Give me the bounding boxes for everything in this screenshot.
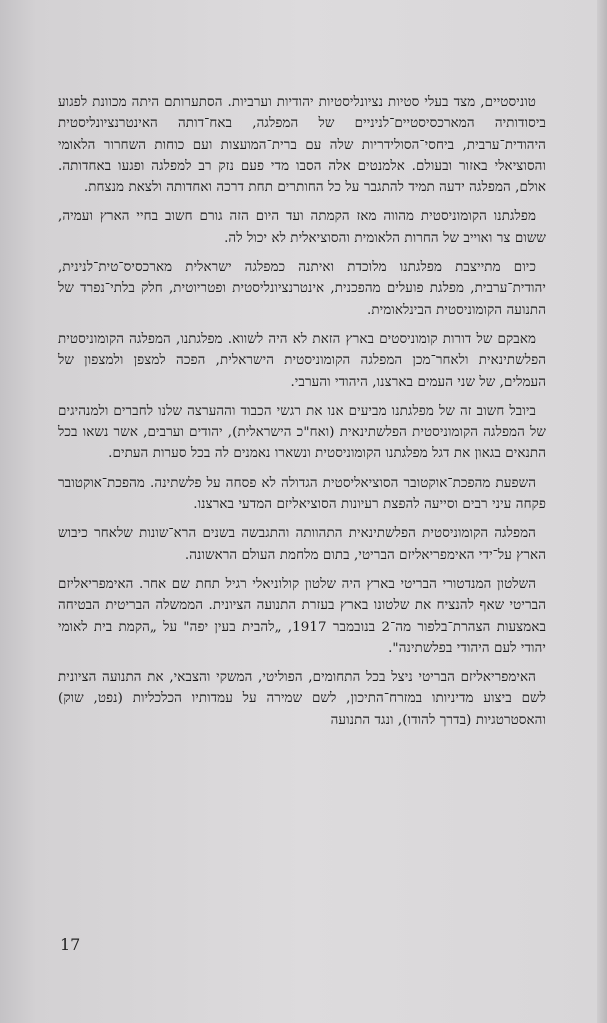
paragraph: טוניסטיים, מצד בעלי סטיות נציונליסטיות יהודיות וערביות. הסתערותם היתה מכוונת לפגוע ביסודותיה המארכסיסטיים־לניניים של המפלגה, באח־דותה האינטרנציונליסטית היהודית־ערבית, ביחסי־הסולידריות שלה עם ברית־המועצות ועם כוחות השחרור הלאומי והסוציאלי באזור ובעולם. אלמנטים אלה הסבו מדי פעם נזק רב למפלגה ופגעו באחדותה. אולם, המפלגה ידעה תמיד להתגבר על כל החותרים תחת דרכה ואחדותה ולצאת מנצחת.	[58, 95, 546, 196]
page-number: 17	[60, 935, 81, 954]
paragraph: השלטון המנדטורי הבריטי בארץ היה שלטון קולוניאלי רגיל תחת שם אחר. האימפריאליזם הבריטי שאף להנציח את שלטונו בארץ בעזרת התנועה הציונית. הממשלה הבריטית הבטיחה באמצעות הצהרת־בלפור מה־2 בנובמבר 1917, „להבית בעין יפה" על „הקמת בית לאומי יהודי לעם היהודי בפלשתינה".	[58, 576, 547, 656]
paragraph: המפלגה הקומוניסטית הפלשתינאית התהוותה והתגבשה בשנים הרא־שונות שלאחר כיבוש הארץ על־ידי האימפריאליזם הבריטי, בתום מלחמת העולם הראשונה.	[58, 526, 546, 563]
paragraph: מאבקם של דורות קומוניסטים בארץ הזאת לא היה לשווא. מפלגתנו, המפלגה הקומוניסטית הפלשתינאית ולאחר־מכן המפלגה הקומוניסטית הישראלית, הפכה למצפן ולמצפון של העמלים, של שני העמים בארצנו, היהודי והערבי.	[58, 331, 546, 390]
page-spine-shadow	[597, 0, 607, 1023]
paragraph: ביובל חשוב זה של מפלגתנו מביעים אנו את רגשי הכבוד וההערצה שלנו לחברים ולמנהיגים של המפלגה הקומוניסטית הפלשתינאית (ואח"כ הישראלית), יהודים וערבים, אשר נשאו בכל התנאים בגאון את דגל מפלגתנו הקומוניסטית ונשארו נאמנים לה בכל סערות העתים.	[58, 403, 546, 462]
paragraph: השפעת מהפכת־אוקטובר הסוציאליסטית הגדולה לא פסחה על פלשתינה. מהפכת־אוקטובר פקחה עיני רבים וסייעה להפצת רעיונות הסוציאליזם המדעי בארצנו.	[58, 475, 546, 513]
body-text	[58, 92, 546, 739]
paragraph: מפלגתנו הקומוניסטית מהווה מאז הקמתה ועד היום הזה גורם חשוב בחיי הארץ ועמיה, ששום צר ואוייב של החרות הלאומית והסוציאלית לא יכול לה.	[58, 209, 546, 246]
paragraph: כיום מתייצבת מפלגתנו מלוכדת ואיתנה כמפלגה ישראלית מארכסיס־טית־לנינית, יהודית־ערבית, מפלגת פועלים מהפכנית, אינטרנציונליסטית ופטריוטית, חלק בלתי־נפרד של התנועה הקומוניסטית הבינלאומית.	[58, 260, 546, 318]
paragraph: האימפריאליזם הבריטי ניצל בכל התחומים, הפוליטי, המשקי והצבאי, את התנועה הציונית לשם ביצוע מדיניותו במזרח־התיכון, לשם שמירה על עמדותיו הכלכליות (נפט, שוק) והאסטרטגיות (בדרך להודו), ונגד התנועה	[58, 670, 546, 728]
